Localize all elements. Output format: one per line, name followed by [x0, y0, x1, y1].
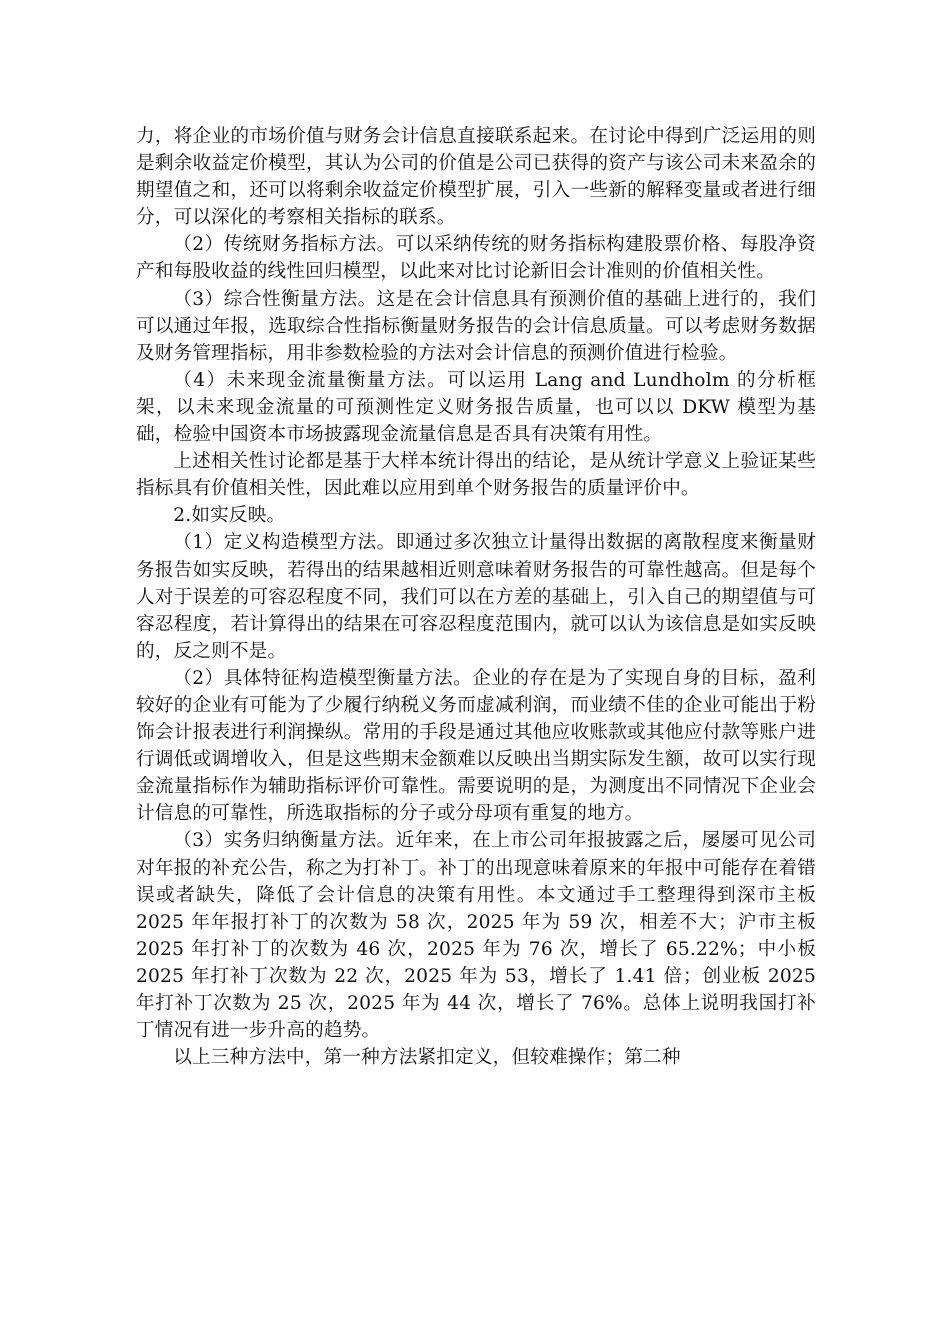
paragraph-faithful-method-3: （3）实务归纳衡量方法。近年来，在上市公司年报披露之后，屡屡可见公司对年报的补充公告，称之为打补丁。补丁的出现意味着原来的年报中可能存在着错误或者缺失，降低了会计信息的决策有用性。本文通过手工整理得到深市主板 2025 年年报打补丁的次数为 58 次，2025 年为 59 次，相差不大；沪市主板 2025 年打补丁的次数为 46 次，2025 年为 76 次，增长了 65.22%；中小板 2025 年打补丁次数为 22 次，2025 年为 53，增长了 1.41 倍；创业板 2025 年打补丁次数为 25 次，2025 年为 44 次，增长了 76%。总体上说明我国打补丁情况有进一步升高的趋势。: [136, 830, 816, 1042]
paragraph-method-4: （4）未来现金流量衡量方法。可以运用 Lang and Lundholm 的分析框架，以未来现金流量的可预测性定义财务报告质量，也可以以 DKW 模型为基础，检验中国资本市场披露现金流量信息是否具有决策有用性。: [136, 369, 816, 446]
paragraph-continuation: 力，将企业的市场价值与财务会计信息直接联系起来。在讨论中得到广泛运用的则是剩余收益定价模型，其认为公司的价值是公司已获得的资产与该公司未来盈余的期望值之和，还可以将剩余收益定价模型扩展，引入一些新的解释变量或者进行细分，可以深化的考察相关指标的联系。: [136, 126, 816, 229]
paragraph-summary: 上述相关性讨论都是基于大样本统计得出的结论，是从统计学意义上验证某些指标具有价值相关性，因此难以应用到单个财务报告的质量评价中。: [136, 451, 816, 500]
section-heading-faithful-representation: 2.如实反映。: [173, 505, 286, 527]
paragraph-method-3: （3）综合性衡量方法。这是在会计信息具有预测价值的基础上进行的，我们可以通过年报，选取综合性指标衡量财务报告的会计信息质量。可以考虑财务数据及财务管理指标，用非参数检验的方法对会计信息的预测价值进行检验。: [136, 288, 816, 364]
paragraph-conclusion: 以上三种方法中，第一种方法紧扣定义，但较难操作；第二种: [173, 1047, 681, 1069]
paragraph-faithful-method-1: （1）定义构造模型方法。即通过多次独立计量得出数据的离散程度来衡量财务报告如实反映，若得出的结果越相近则意味着财务报告的可靠性越高。但是每个人对于误差的可容忍程度不同，我们可以在方差的基础上，引入自己的期望值与可容忍程度，若计算得出的结果在可容忍程度范围内，就可以认为该信息是如实反映的，反之则不是。: [136, 532, 816, 662]
paragraph-faithful-method-2: （2）具体特征构造模型衡量方法。企业的存在是为了实现自身的目标，盈利较好的企业有可能为了少履行纳税义务而虚减利润，而业绩不佳的企业可能出于粉饰会计报表进行利润操纵。常用的手段是通过其他应收账款或其他应付款等账户进行调低或调增收入，但是这些期末金额难以反映出当期实际发生额，故可以实行现金流量指标作为辅助指标评价可靠性。需要说明的是，为测度出不同情况下企业会计信息的可靠性，所选取指标的分子或分母项有重复的地方。: [136, 667, 816, 825]
document-body: [136, 123, 816, 1071]
paragraph-method-2: （2）传统财务指标方法。可以采纳传统的财务指标构建股票价格、每股净资产和每股收益的线性回归模型，以此来对比讨论新旧会计准则的价值相关性。: [136, 234, 816, 283]
